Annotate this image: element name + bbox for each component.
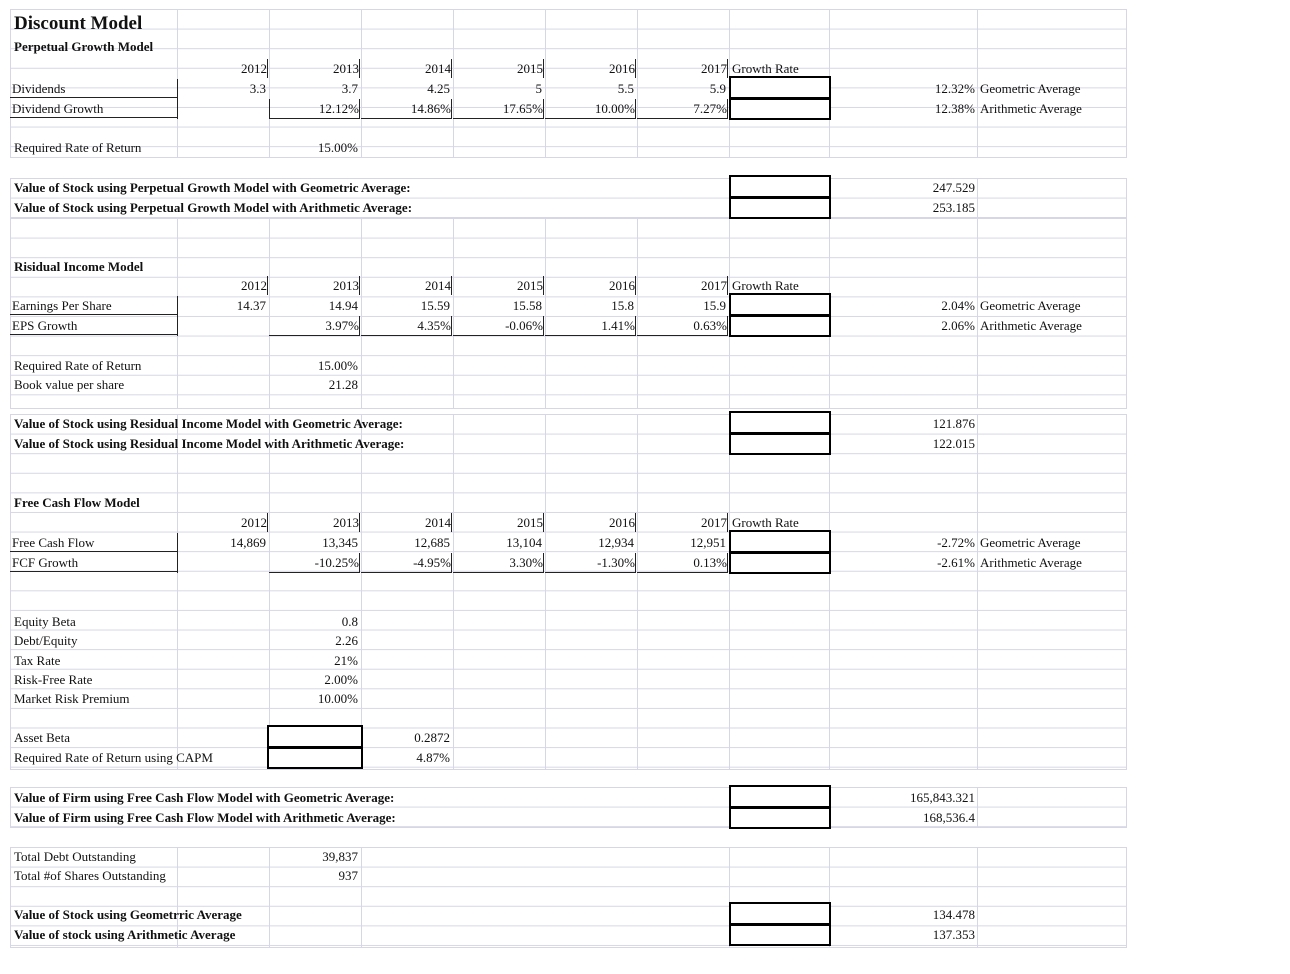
eps-growth-2017: 0.63% [637,316,728,336]
pgm-arith-avg: 12.38% [934,101,975,116]
year-2014: 2014 [361,59,452,78]
capm-value: 4.87% [416,750,450,765]
year-2012: 2012 [177,59,268,78]
fcf-growth-2014: -4.95% [361,553,452,573]
debt-equity-value: 2.26 [335,633,358,648]
eps-2012: 14.37 [236,298,266,313]
rim-year-2012: 2012 [177,276,268,295]
pgm-geo-label: Geometric Average [980,81,1081,96]
rim-growth-rate-header: Growth Rate [732,278,799,293]
dividend-2016: 5.5 [617,81,634,96]
stock-geo-value: 134.478 [932,907,975,922]
fcf-year-2014: 2014 [361,513,452,532]
dividend-2013: 3.7 [341,81,358,96]
eps-label: Earnings Per Share [10,296,177,315]
fcf-2014: 12,685 [414,535,450,550]
capm-label: Required Rate of Return using CAPM [14,750,213,765]
fcf-growth-2016: -1.30% [545,553,636,573]
fcf-label: Free Cash Flow [10,533,177,552]
fcf-year-2016: 2016 [545,513,636,532]
page-title: Discount Model [14,13,143,34]
stock-arith-label: Value of stock using Arithmetic Average [14,927,236,942]
eps-growth-2013: 3.97% [269,316,360,336]
div-growth-2015: 17.65% [453,99,544,119]
tax-rate-value: 21% [334,653,358,668]
spreadsheet[interactable] [10,9,1126,949]
stock-geo-label: Value of Stock using Geometrric Average [14,907,242,922]
risk-free-value: 2.00% [324,672,358,687]
pgm-value-geo-label: Value of Stock using Perpetual Growth Model with Geometric Average: [14,180,411,195]
year-2015: 2015 [453,59,544,78]
fcf-geo-label: Geometric Average [980,535,1081,550]
year-2016: 2016 [545,59,636,78]
year-2017: 2017 [637,59,728,78]
eps-growth-label: EPS Growth [10,316,177,335]
eps-2016: 15.8 [611,298,634,313]
rim-year-2013: 2013 [269,276,360,295]
firm-geo-value: 165,843.321 [910,790,975,805]
rim-arith-avg: 2.06% [941,318,975,333]
fcf-block [10,414,1127,770]
stock-arith-value: 137.353 [932,927,975,942]
bv-value: 21.28 [328,377,358,392]
pgm-value-arith: 253.185 [932,200,975,215]
rim-geo-label: Geometric Average [980,298,1081,313]
rim-arith-label: Arithmetic Average [980,318,1082,333]
growth-rate-header: Growth Rate [732,61,799,76]
rim-year-2015: 2015 [453,276,544,295]
div-growth-2013: 12.12% [269,99,360,119]
rim-value-geo-label: Value of Stock using Residual Income Model with Geometric Average: [14,416,403,431]
fcf-growth-rate-header: Growth Rate [732,515,799,530]
firm-geo-label: Value of Firm using Free Cash Flow Model with Geometric Average: [14,790,395,805]
equity-beta-value: 0.8 [341,614,358,629]
dividend-2017: 5.9 [709,81,726,96]
asset-beta-label: Asset Beta [14,730,70,745]
dividend-2015: 5 [535,81,542,96]
rim-rrr-value: 15.00% [317,358,358,373]
rim-geo-avg: 2.04% [941,298,975,313]
mrp-value: 10.00% [317,691,358,706]
fcf-2012: 14,869 [230,535,266,550]
pgm-value-geo: 247.529 [932,180,975,195]
debt-equity-label: Debt/Equity [14,633,78,648]
pgm-rrr-value: 15.00% [317,140,358,155]
fcf-year-2013: 2013 [269,513,360,532]
fcf-year-2017: 2017 [637,513,728,532]
fcf-2013: 13,345 [322,535,358,550]
fcf-2015: 13,104 [506,535,542,550]
fcf-growth-label: FCF Growth [10,553,177,572]
dividend-2014: 4.25 [427,81,450,96]
fcf-year-2012: 2012 [177,513,268,532]
firm-arith-value: 168,536.4 [923,810,975,825]
fcf-growth-2013: -10.25% [269,553,360,573]
rim-year-2014: 2014 [361,276,452,295]
equity-beta-label: Equity Beta [14,614,76,629]
firm-arith-label: Value of Firm using Free Cash Flow Model with Arithmetic Average: [14,810,396,825]
dividends-label: Dividends [10,79,177,98]
eps-growth-2016: 1.41% [545,316,636,336]
rim-year-2016: 2016 [545,276,636,295]
shares-value: 937 [338,868,358,883]
rim-year-2017: 2017 [637,276,728,295]
fcf-2016: 12,934 [598,535,634,550]
debt-value: 39,837 [322,849,358,864]
eps-2014: 15.59 [420,298,450,313]
fcf-growth-2017: 0.13% [637,553,728,573]
fcf-heading: Free Cash Flow Model [14,495,140,510]
rim-value-arith: 122.015 [932,436,975,451]
div-growth-2014: 14.86% [361,99,452,119]
dividend-2012: 3.3 [249,81,266,96]
rim-rrr-label: Required Rate of Return [14,358,142,373]
debt-label: Total Debt Outstanding [14,849,136,864]
div-growth-2017: 7.27% [637,99,728,119]
fcf-2017: 12,951 [690,535,726,550]
asset-beta-value: 0.2872 [414,730,450,745]
dividend-growth-label: Dividend Growth [10,99,177,118]
pgm-value-arith-label: Value of Stock using Perpetual Growth Model with Arithmetic Average: [14,200,413,215]
div-growth-2016: 10.00% [545,99,636,119]
fcf-geo-avg: -2.72% [937,535,975,550]
pgm-heading: Perpetual Growth Model [14,39,154,54]
fcf-growth-2015: 3.30% [453,553,544,573]
shares-label: Total #of Shares Outstanding [14,868,166,883]
year-2013: 2013 [269,59,360,78]
rim-value-arith-label: Value of Stock using Residual Income Model with Arithmetic Average: [14,436,405,451]
eps-growth-2015: -0.06% [453,316,544,336]
pgm-rrr-label: Required Rate of Return [14,140,142,155]
rim-value-geo: 121.876 [932,416,975,431]
fcf-year-2015: 2015 [453,513,544,532]
bv-label: Book value per share [14,377,125,392]
mrp-label: Market Risk Premium [14,691,130,706]
eps-2015: 15.58 [512,298,542,313]
fcf-arith-label: Arithmetic Average [980,555,1082,570]
risk-free-label: Risk-Free Rate [14,672,93,687]
pgm-arith-label: Arithmetic Average [980,101,1082,116]
rim-heading: Risidual Income Model [14,259,144,274]
eps-growth-2014: 4.35% [361,316,452,336]
eps-2013: 14.94 [328,298,358,313]
tax-rate-label: Tax Rate [14,653,61,668]
eps-2017: 15.9 [703,298,726,313]
pgm-geo-avg: 12.32% [934,81,975,96]
fcf-arith-avg: -2.61% [937,555,975,570]
